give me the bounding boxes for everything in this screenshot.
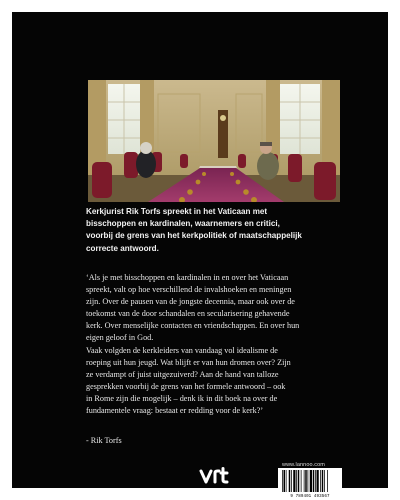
quote-line: eigen geloof in God. (86, 333, 154, 343)
lead-line: correcte antwoord. (86, 243, 159, 253)
quote-paragraph (86, 272, 348, 417)
quote-line: gesprekken voorbij de grens van het formele antwoord – ook (86, 381, 286, 391)
lead-line: voorbij de grens van het kerkpolitiek of maatschappelijk (86, 231, 302, 241)
quote-line: ‘Als je met bisschoppen en kardinalen in en over het Vaticaan (86, 273, 289, 282)
barcode-bars (282, 470, 338, 492)
publisher-website: www.lannoo.com (282, 462, 325, 468)
quote-line: in Rome zijn die mogelijk – denk ik in dit boek na over de (86, 393, 278, 403)
quote-line: spreekt, valt op hoe verschillend de invalshoeken en meningen (86, 285, 292, 295)
isbn-barcode (278, 468, 342, 500)
lead-paragraph (86, 206, 348, 255)
quote-line: toekomst van de door schandalen en secularisering gehavende (86, 309, 290, 319)
quote-line: Vaak volgden de kerkleiders van vandaag vol idealisme de (86, 345, 278, 355)
canvas-label: CANVAS (201, 488, 227, 494)
vrt-logo-icon (199, 467, 229, 485)
author-signature: - Rik Torfs (86, 436, 122, 445)
cover-photo-vatican-meeting-room (88, 80, 340, 202)
lead-line: bisschoppen en kardinalen, waarnemers en critici, (86, 219, 280, 229)
quote-line: fundamentele vraag: bestaat er redding voor de kerk?’ (86, 406, 264, 416)
quote-line: roeping uit hun jeugd. Wat blijft er van hun dromen over? Zijn (86, 357, 291, 367)
vrt-canvas-logo (194, 467, 234, 499)
lead-line: Kerkjurist Rik Torfs spreekt in het Vaticaan met (86, 207, 268, 216)
book-back-cover (12, 12, 388, 499)
isbn-number: 9 789401 493567 (290, 495, 330, 499)
quote-line: ze verdampt of juist uitgezuiverd? Aan de hand van talloze (86, 369, 279, 379)
quote-line: zijn. Over de pausen van de jongste decennia, maar ook over de (86, 297, 295, 307)
quote-line: kerk. Over menselijke contacten en vriendschappen. En over hun (86, 321, 300, 331)
